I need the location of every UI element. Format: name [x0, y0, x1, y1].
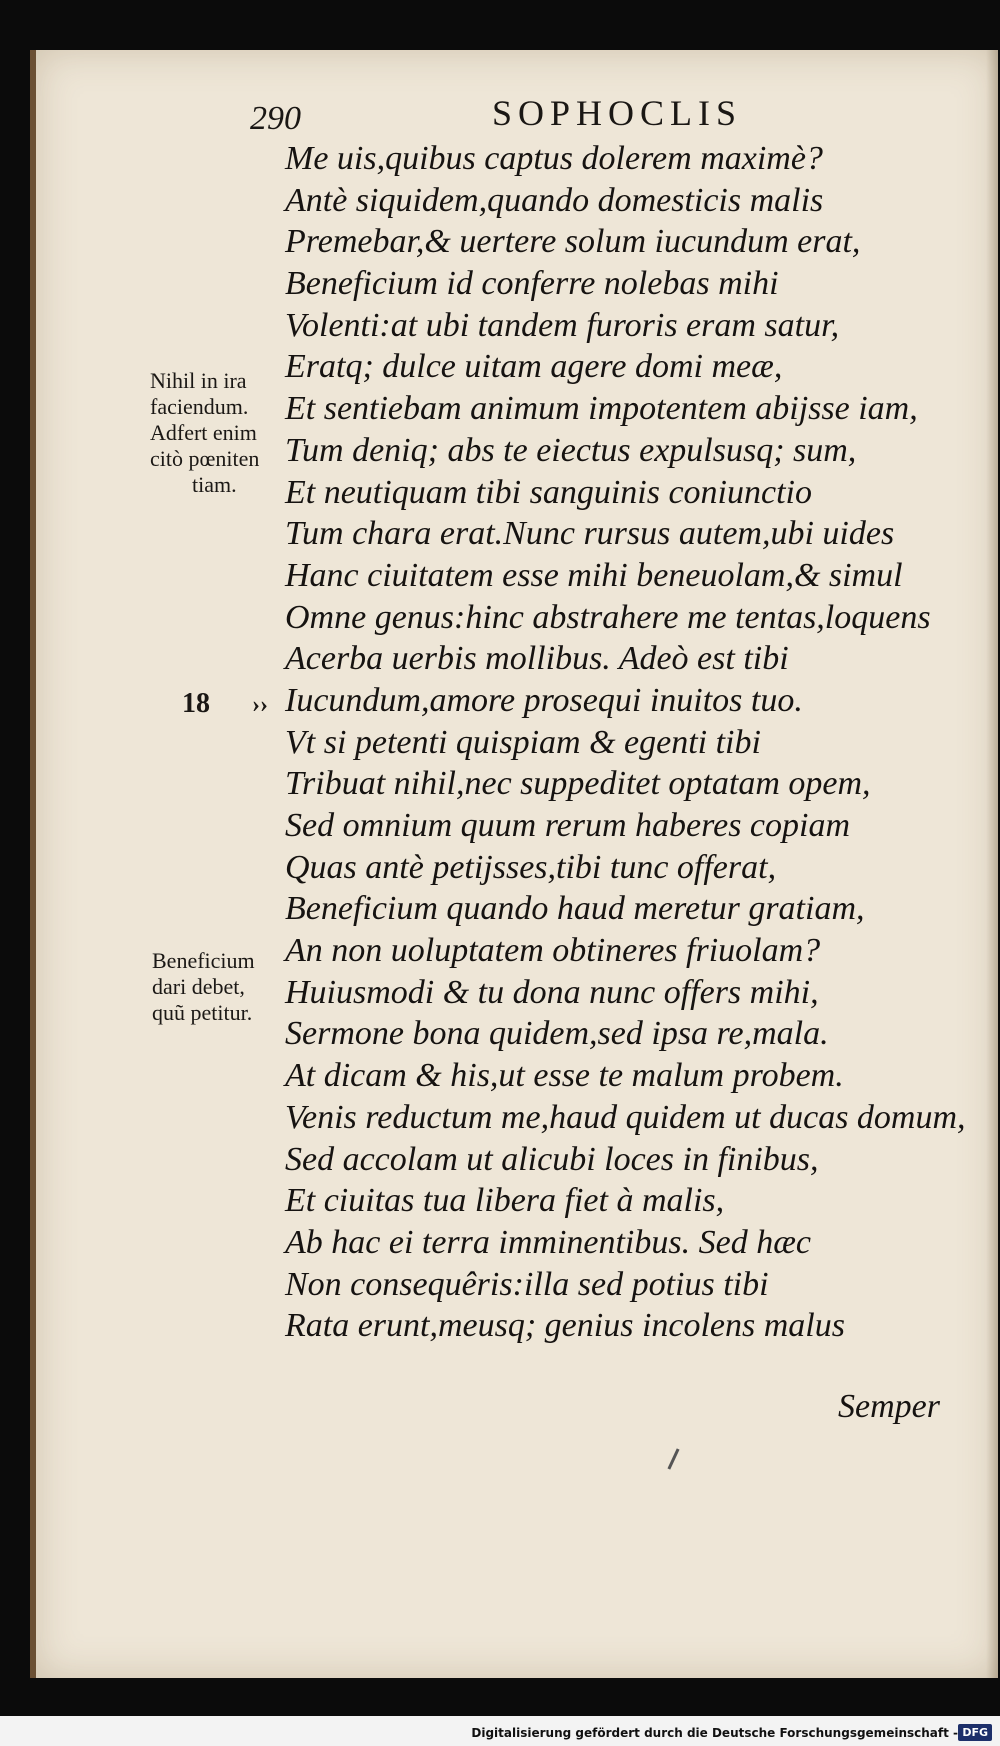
verse-line: Rata erunt,meusq; genius incolens malus: [285, 1307, 845, 1345]
verse-line: Vt si petenti quispiam & egenti tibi: [285, 723, 761, 761]
verse-line: Hanc ciuitatem esse mihi beneuolam,& simul: [285, 556, 903, 594]
verse-block: [285, 138, 965, 1347]
verse-line: Volenti:at ubi tandem furoris eram satur,: [285, 306, 840, 344]
verse-line: Et neutiquam tibi sanguinis coniunctio: [285, 473, 812, 511]
verse-line: An non uoluptatem obtineres friuolam?: [285, 932, 821, 970]
verse-line: Tum chara erat.Nunc rursus autem,ubi uides: [285, 515, 895, 553]
margin-note-line: tiam.: [192, 472, 237, 497]
verse-line: Non consequêris:illa sed potius tibi: [285, 1265, 769, 1303]
verse-line: Eratq; dulce uitam agere domi meæ,: [285, 348, 783, 386]
footer-bar: [0, 1716, 1000, 1746]
margin-note-beneficium: [152, 948, 277, 1026]
margin-note-ira: [150, 368, 270, 498]
margin-note-line: citò pœniten: [150, 446, 260, 471]
verse-line: Sed omnium quum rerum haberes copiam: [285, 807, 851, 844]
dfg-logo: DFG: [958, 1724, 992, 1741]
catchword: Semper: [838, 1388, 940, 1425]
footer-credit: Digitalisierung gefördert durch die Deutsche Forschungsgemeinschaft -: [471, 1726, 958, 1740]
verse-line: Omne genus:hinc abstrahere me tentas,loquens: [285, 598, 931, 636]
verse-line: Me uis,quibus captus dolerem maximè?: [285, 140, 823, 177]
verse-line: Huiusmodi & tu dona nunc offers mihi,: [285, 973, 819, 1011]
margin-note-line: Adfert enim: [150, 420, 257, 445]
verse-line: Sed accolam ut alicubi loces in finibus,: [285, 1140, 819, 1178]
verse-line: Sermone bona quidem,sed ipsa re,mala.: [285, 1015, 829, 1053]
margin-note-line: Beneficium: [152, 948, 255, 973]
margin-note-line: dari debet,: [152, 974, 245, 999]
running-title: SOPHOCLIS: [492, 93, 743, 133]
verse-line: Et sentiebam animum impotentem abijsse iam,: [285, 390, 918, 428]
verse-line: Beneficium quando haud meretur gratiam,: [285, 890, 865, 928]
verse-line: Tum deniq; abs te eiectus expulsusq; sum,: [285, 431, 857, 469]
verse-line: Venis reductum me,haud quidem ut ducas domum,: [285, 1098, 966, 1136]
page-number: 290: [250, 100, 301, 137]
verse-line: Acerba uerbis mollibus. Adeò est tibi: [285, 640, 789, 678]
verse-line: Iucundum,amore prosequi inuitos tuo.: [285, 681, 803, 719]
verse-line: Beneficium id conferre nolebas mihi: [285, 265, 779, 303]
line-number: 18: [182, 688, 210, 719]
verse-line: Antè siquidem,quando domesticis malis: [285, 181, 824, 219]
verse-line: Et ciuitas tua libera fiet à malis,: [285, 1182, 725, 1220]
verse-line: Premebar,& uertere solum iucundum erat,: [285, 223, 861, 261]
verse-line: Quas antè petijsses,tibi tunc offerat,: [285, 848, 777, 886]
quote-marker: ››: [252, 692, 268, 718]
margin-note-line: Nihil in ira: [150, 368, 247, 393]
margin-note-line: quũ petitur.: [152, 1000, 253, 1025]
margin-note-line: faciendum.: [150, 394, 249, 419]
verse-line: Ab hac ei terra imminentibus. Sed hæc: [285, 1223, 811, 1261]
verse-line: At dicam & his,ut esse te malum probem.: [285, 1057, 844, 1095]
verse-line: Tribuat nihil,nec suppeditet optatam opem,: [285, 765, 871, 803]
